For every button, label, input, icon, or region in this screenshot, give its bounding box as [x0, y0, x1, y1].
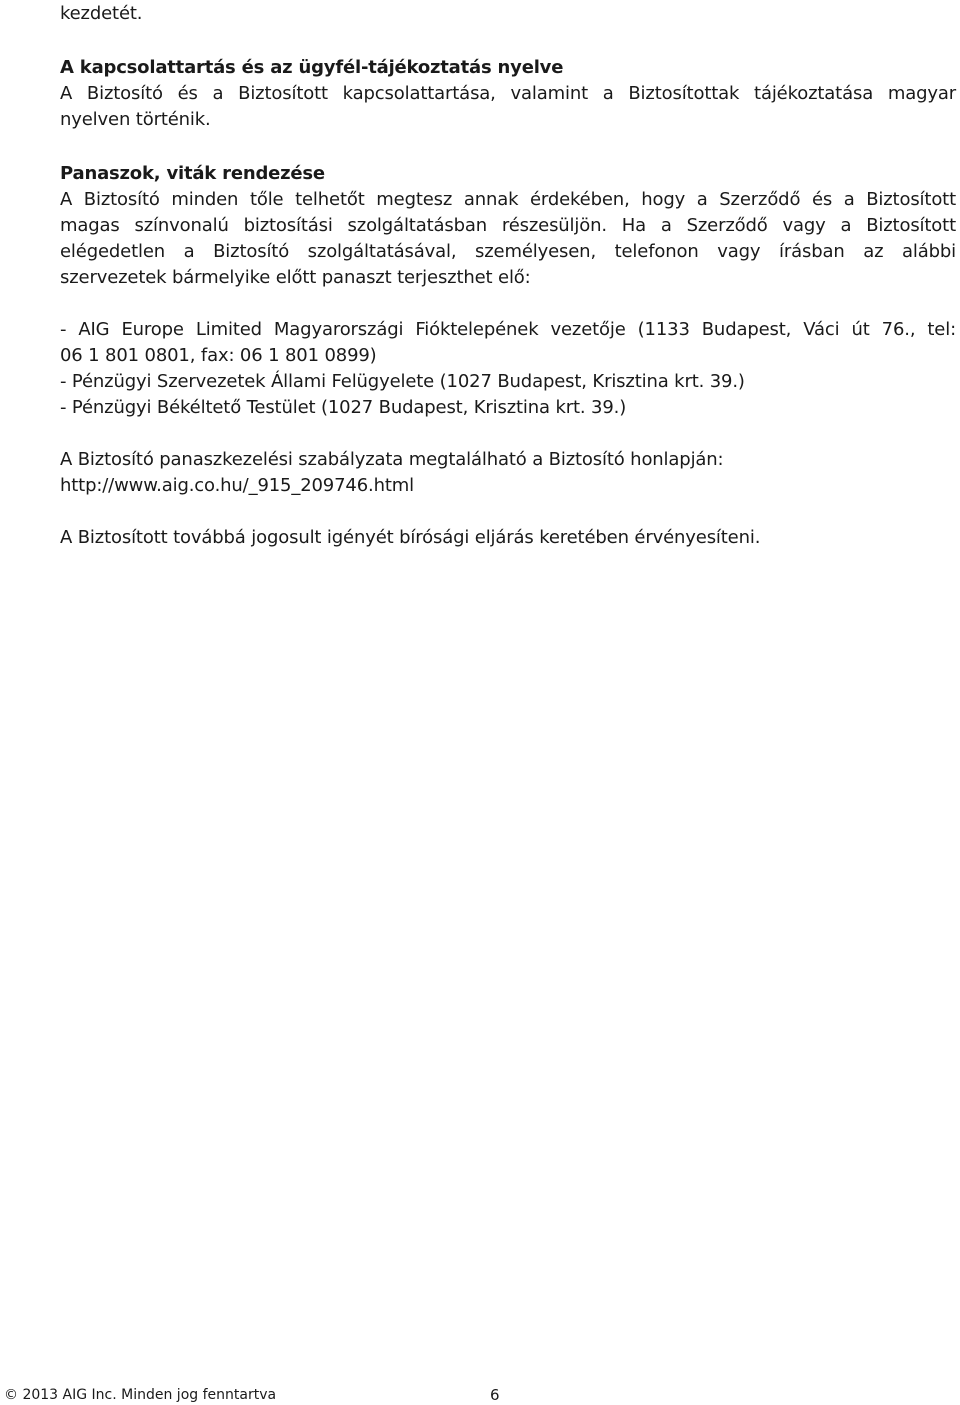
footer-copyright: © 2013 AIG Inc. Minden jog fenntartva: [4, 1387, 277, 1403]
contact-aig-line-2: 06 1 801 0801, fax: 06 1 801 0899): [60, 345, 377, 366]
spacer: [60, 133, 956, 161]
complaints-text-line-4: szervezetek bármelyike előtt panaszt terjeszthet elő:: [60, 267, 531, 288]
spacer: [60, 421, 956, 447]
spacer: [60, 291, 956, 317]
contact-pbt: - Pénzügyi Békéltető Testület (1027 Budapest, Krisztina krt. 39.): [60, 397, 627, 418]
complaints-heading: Panaszok, viták rendezése: [60, 163, 325, 184]
intro-fragment: kezdetét.: [60, 3, 143, 24]
policy-url[interactable]: http://www.aig.co.hu/_915_209746.html: [60, 475, 414, 496]
contact-aig-line-1: - AIG Europe Limited Magyarországi Fióktelepének vezetője (1133 Budapest, Váci út 76., tel:: [60, 319, 956, 340]
language-text-line-2: nyelven történik.: [60, 109, 211, 130]
policy-text: A Biztosító panaszkezelési szabályzata megtalálható a Biztosító honlapján:: [60, 449, 724, 470]
court-text: A Biztosított továbbá jogosult igényét bírósági eljárás keretében érvényesíteni.: [60, 527, 761, 548]
page-number: 6: [490, 1386, 500, 1404]
complaints-text-line-2: magas színvonalú biztosítási szolgáltatásban részesüljön. Ha a Szerződő vagy a Biztosított: [60, 215, 956, 236]
language-text-line-1: A Biztosító és a Biztosított kapcsolattartása, valamint a Biztosítottak tájékoztatása magyar: [60, 83, 956, 104]
spacer: [60, 499, 956, 525]
document-page: [60, 0, 956, 551]
spacer: [60, 27, 956, 55]
complaints-text-line-1: A Biztosító minden tőle telhetőt megtesz annak érdekében, hogy a Szerződő és a Biztosított: [60, 189, 956, 210]
contact-pszaf: - Pénzügyi Szervezetek Állami Felügyelete (1027 Budapest, Krisztina krt. 39.): [60, 371, 745, 392]
complaints-text-line-3: elégedetlen a Biztosító szolgáltatásával, személyesen, telefonon vagy írásban az alábbi: [60, 241, 956, 262]
language-heading: A kapcsolattartás és az ügyfél-tájékoztatás nyelve: [60, 57, 564, 78]
